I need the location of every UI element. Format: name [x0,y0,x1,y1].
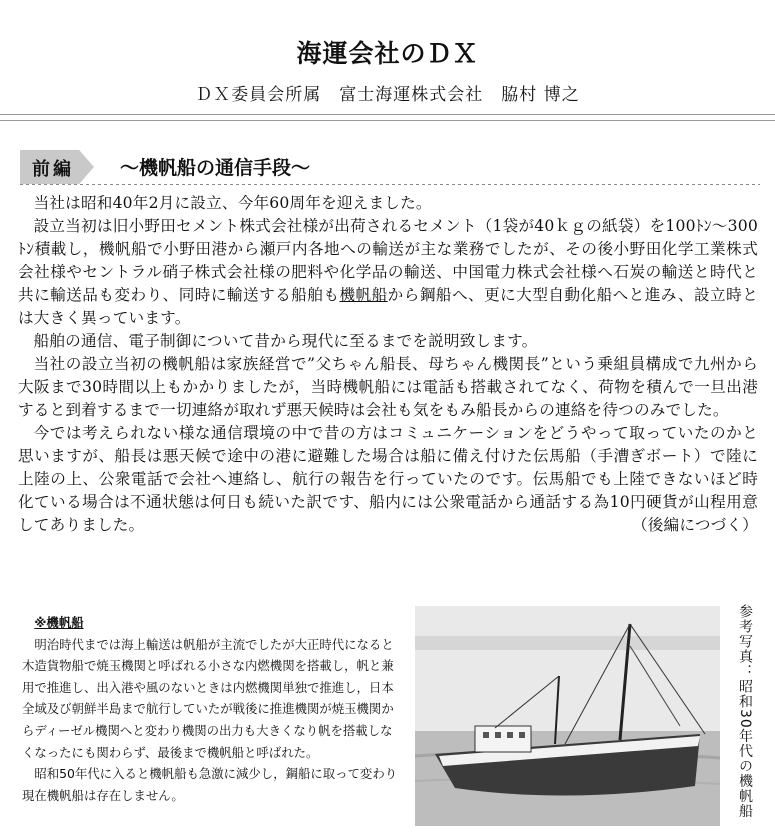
paragraph-1: 当社は昭和40年2月に設立、今年60周年を迎えました。 [33,194,432,212]
paragraph-2-text-b: から鋼船へ、更に大型自動化船へと進み、設立時とは大きく異っています。 [18,286,758,327]
header-divider-bottom [0,120,775,121]
article-title: 海運会社のＤＸ [296,39,479,68]
paragraph-3: 船舶の通信、電子制御について昔から現代に至るまでを説明致します。 [33,332,538,350]
paragraph-5: 今では考えられない様な通信環境の中で昔の方はコミュニケーションをどうやって取っていたのかと思いますが、船長は悪天候で途中の港に避難した場合は船に備え付けた伝馬船（手漕ぎボート）で陸に上陸の上、公衆電話で会社へ連絡し、航行の報告を行っていたのです。伝馬船でも上陸できないほど時化ている場合は不通状態は何日も続いた訳です、船内には公衆電話から通話する為10円硬貨が山程用意してありました。 [18,424,758,534]
paragraph-4: 当社の設立当初の機帆船は家族経営で”父ちゃん船長、母ちゃん機関長”という乗組員構成で九州から大阪まで30時間以上もかかりましたが，当時機帆船には電話も搭載されてなく、荷物を積んで一旦出港すると到着するまで一切連絡が取れず悪天候時は会社も気をもみ船長からの連絡を待つのみでした。 [18,355,758,419]
ship-photo-icon [415,606,720,826]
author-byline: ＤＸ委員会所属 富士海運株式会社 脇村 博之 [195,85,580,105]
footnote-title: ※機帆船 [34,615,84,630]
continued-note: （後編につづく） [631,516,758,534]
underlined-term: 機帆船 [339,286,388,304]
section-underline [20,184,760,185]
section-title: ～機帆船の通信手段～ [120,157,311,179]
paragraph-2 [18,215,758,330]
article-body [18,192,758,537]
footnote-paragraph-1: 明治時代までは海上輸送は帆船が主流でしたが大正時代になると木造貨物船で焼玉機関と呼ばれる小さな内燃機関を搭載し，帆と兼用で推進し、出入港や風のないときは内燃機関単独で推進し，日本全域及び朝鮮半島まで航行していたが戦後に推進機関が焼玉機関からディーゼル機関へと変わり機関の出力も大きくなり帆を搭載しなくなったにも関わらず、最後まで機帆船と呼ばれた。 [22,636,394,760]
header-divider-top [0,114,775,115]
section-heading [20,150,760,184]
section-badge-label: 前編 [32,159,74,180]
footnote-box [22,612,400,806]
paragraph-2-text-a: 設立当初は旧小野田セメント株式会社様が出荷されるセメント（1袋が40ｋｇの紙袋）を100ﾄﾝ～300ﾄﾝ積載し，機帆船で小野田港から瀬戸内各地への輸送が主な業務でしたが、その後小野田化学工業株式会社様やセントラル硝子株式会社様の肥料や化学品の輸送、中国電力株式会社様へ石炭の輸送と時代と共に輸送品も変わり、同時に輸送する船舶も [18,217,758,304]
footnote-paragraph-2: 昭和50年代に入ると機帆船も急激に減少し，鋼船に取って変わり現在機帆船は存在しません。 [22,766,398,803]
ship-illustration [415,606,720,826]
photo-caption: 参考写真：昭和30年代の機帆船 [737,604,753,819]
